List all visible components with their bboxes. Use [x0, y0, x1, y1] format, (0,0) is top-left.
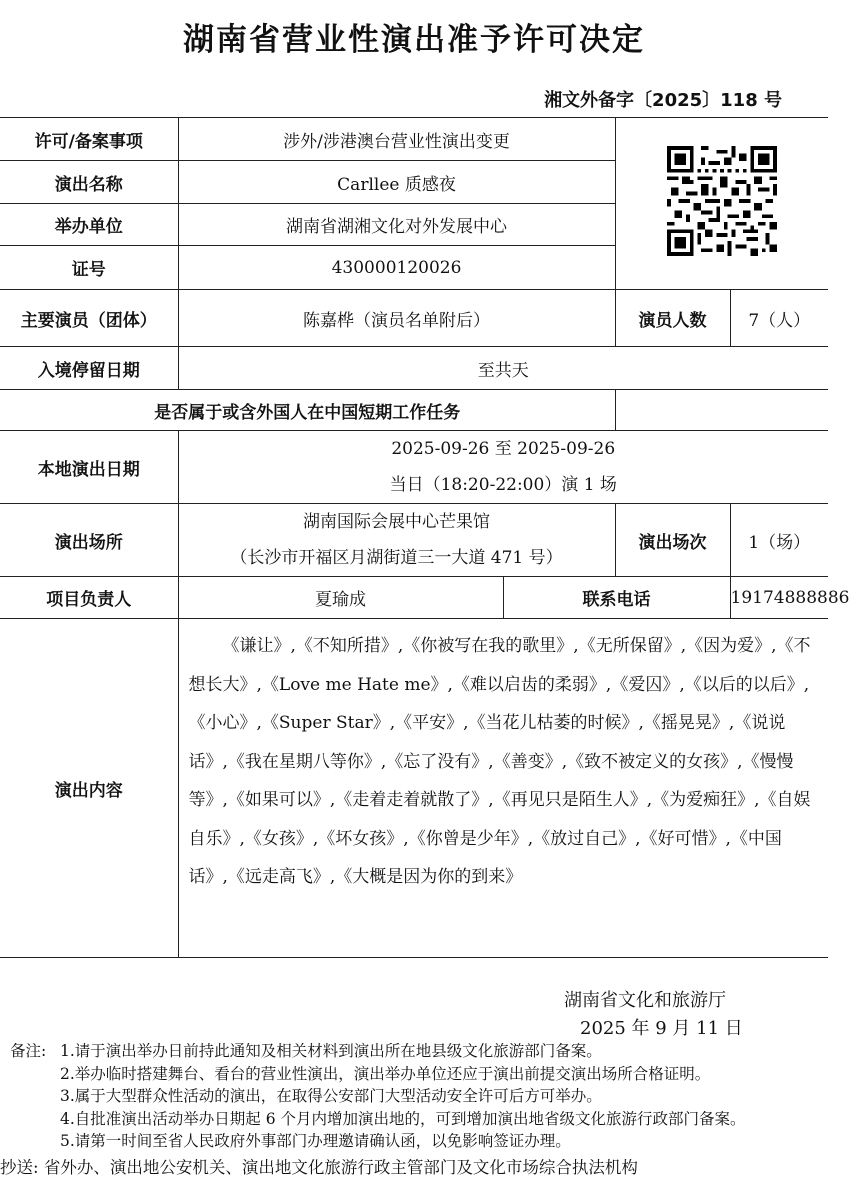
performer-label: 主要演员（团体） — [0, 290, 178, 347]
stay-value: 至共天 — [178, 347, 828, 390]
organizer-label: 举办单位 — [0, 204, 178, 246]
date-sessions: 当日（18:20-22:00）演 1 场 — [389, 475, 617, 495]
stay-label: 入境停留日期 — [0, 347, 178, 390]
foreign-work-value — [615, 390, 828, 431]
note-item: 5.请第一时间至省人民政府外事部门办理邀请确认函，以免影响签证办理。 — [60, 1132, 571, 1150]
show-name-label: 演出名称 — [0, 161, 178, 204]
permit-item-value: 涉外/涉港澳台营业性演出变更 — [178, 118, 615, 161]
document-number: 湘文外备字〔2025〕118 号 — [544, 90, 782, 111]
qr-cell — [615, 118, 828, 290]
cc-line — [0, 1154, 638, 1178]
performer-count-value: 7（人） — [730, 290, 828, 347]
show-name-value: Carllee 质感夜 — [178, 161, 615, 204]
date-value — [178, 431, 828, 504]
organizer-value: 湖南省湖湘文化对外发展中心 — [178, 204, 615, 246]
notes-label: 备注: — [10, 1042, 47, 1060]
content-value — [178, 619, 828, 958]
document-title: 湖南省营业性演出准予许可决定 — [183, 22, 645, 58]
cc-label: 抄送: — [0, 1158, 39, 1177]
manager-label: 项目负责人 — [0, 577, 178, 619]
permit-item-label: 许可/备案事项 — [0, 118, 178, 161]
content-label: 演出内容 — [0, 619, 178, 958]
sessions-value: 1（场） — [730, 504, 828, 577]
performer-value: 陈嘉桦（演员名单附后） — [178, 290, 615, 347]
permit-table — [0, 117, 850, 958]
note-item: 4.自批准演出活动举办日期起 6 个月内增加演出地的，可到增加演出地省级文化旅游行政部门备案。 — [60, 1109, 746, 1128]
manager-value: 夏瑜成 — [178, 577, 503, 619]
program-list: 《谦让》,《不知所措》,《你被写在我的歌里》,《无所保留》,《因为爱》,《不想长大》,《Love me Hate me》,《难以启齿的柔弱》,《爱囚》,《以后的以后》,《小心》,《Super Star》,《平安》,《当花儿枯萎的时候》,《摇晃晃》,《说说话》,《我在星期八等你》,《忘了没有》,《善变》,《致不被定义的女孩》,《慢慢等》,《如果可以》,《走着走着就散了》,《再见只是陌生人》,《为爱痴狂》,《自娱自乐》,《女孩》,《坏女孩》,《你曾是少年》,《放过自己》,《好可惜》,《中国话》,《远走高飞》,《大概是因为你的到来》 — [188, 636, 811, 887]
note-item: 1.请于演出举办日前持此通知及相关材料到演出所在地县级文化旅游部门备案。 — [60, 1042, 602, 1060]
sessions-label: 演出场次 — [615, 504, 730, 577]
venue-name: 湖南国际会展中心芒果馆 — [303, 512, 490, 532]
phone-value: 19174888886 — [730, 577, 828, 619]
note-item: 3.属于大型群众性活动的演出，在取得公安部门大型活动安全许可后方可举办。 — [60, 1087, 602, 1105]
cc-value: 省外办、演出地公安机关、演出地文化旅游行政主管部门及文化市场综合执法机构 — [43, 1158, 638, 1177]
performer-count-label: 演员人数 — [615, 290, 730, 347]
qr-code-icon — [667, 146, 777, 256]
venue-value — [178, 504, 615, 577]
cert-no-value: 430000120026 — [178, 246, 615, 290]
venue-address: （长沙市开福区月湖街道三一大道 471 号） — [230, 548, 563, 568]
foreign-work-label: 是否属于或含外国人在中国短期工作任务 — [0, 390, 615, 431]
note-item: 2.举办临时搭建舞台、看台的营业性演出，演出举办单位还应于演出前提交演出场所合格证明。 — [60, 1064, 711, 1083]
phone-label: 联系电话 — [503, 577, 730, 619]
cert-no-label: 证号 — [0, 246, 178, 290]
issuer: 湖南省文化和旅游厅 — [564, 990, 726, 1011]
date-label: 本地演出日期 — [0, 431, 178, 504]
notes — [10, 1040, 746, 1153]
venue-label: 演出场所 — [0, 504, 178, 577]
date-range: 2025-09-26 至 2025-09-26 — [391, 439, 616, 459]
issue-date: 2025 年 9 月 11 日 — [580, 1018, 743, 1039]
